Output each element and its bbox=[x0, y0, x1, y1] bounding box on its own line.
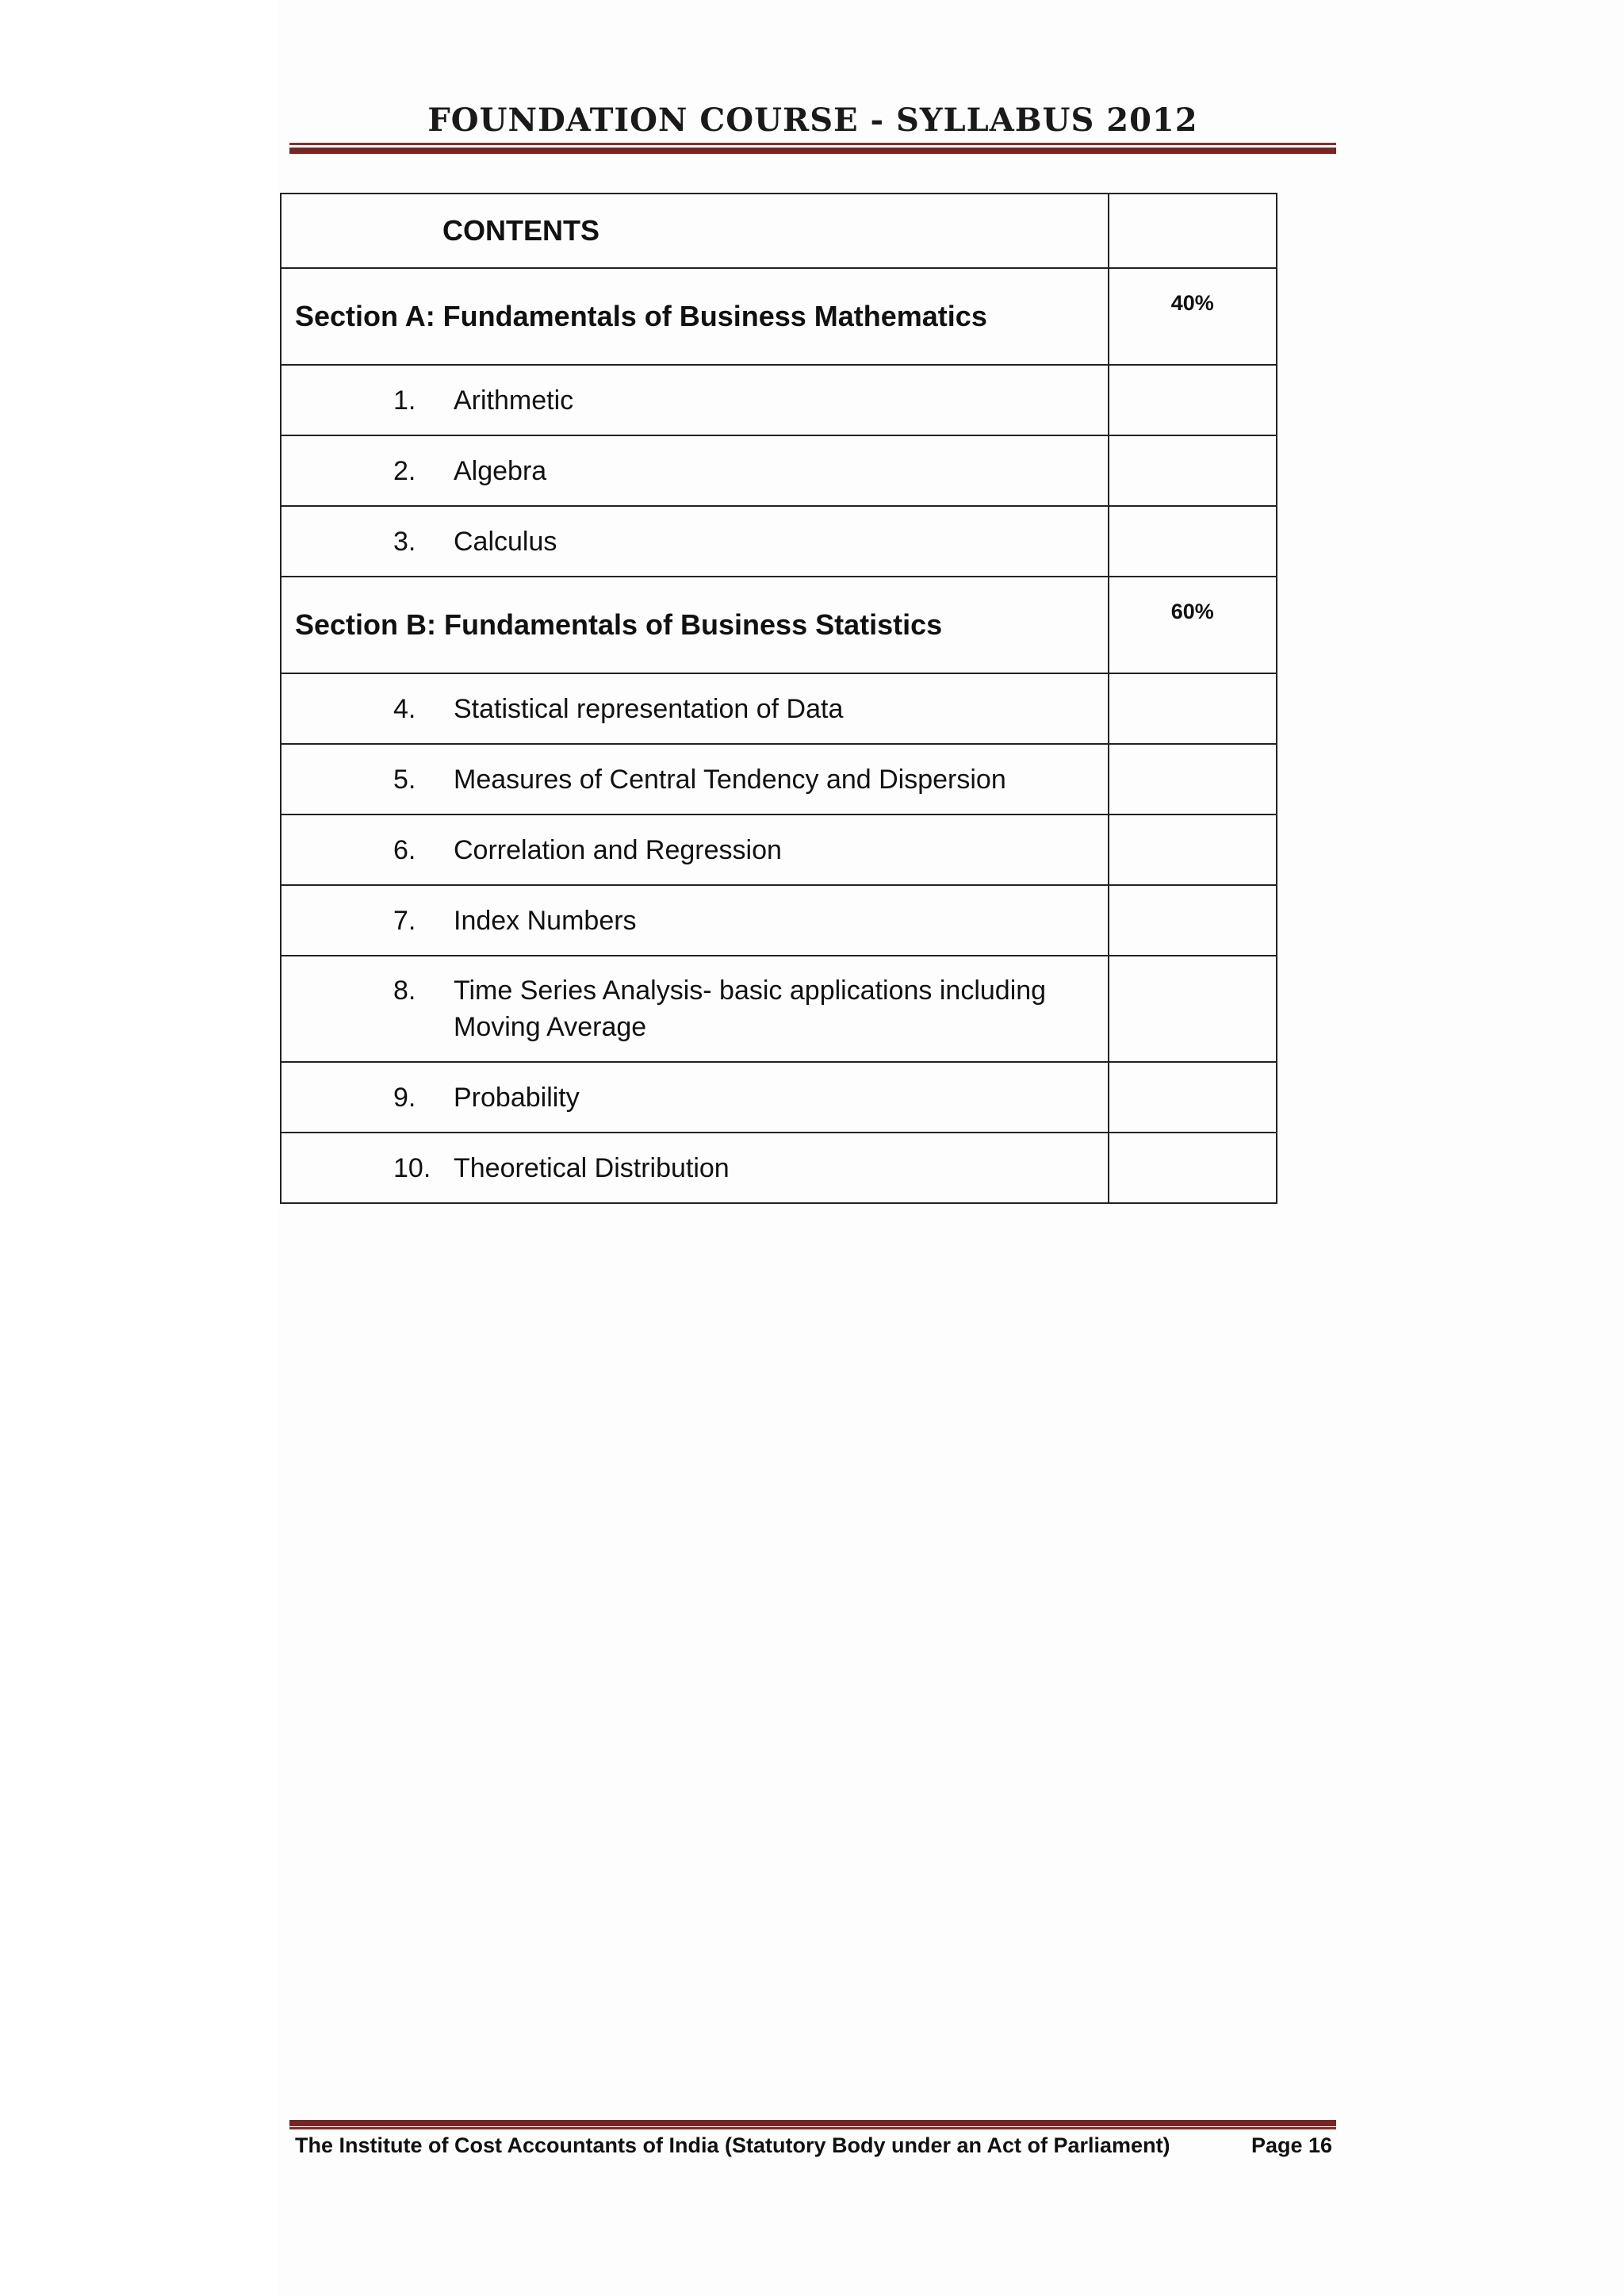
header-rule-thin bbox=[289, 143, 1336, 145]
item-weight-blank bbox=[1109, 744, 1277, 815]
section-row-a bbox=[281, 268, 1277, 365]
item-number: 8. bbox=[393, 976, 416, 1006]
table-row bbox=[281, 365, 1277, 435]
item-text: Correlation and Regression bbox=[454, 834, 782, 865]
table-row bbox=[281, 744, 1277, 815]
item-text: Theoretical Distribution bbox=[454, 1152, 730, 1183]
footer-page-number: Page 16 bbox=[1251, 2133, 1333, 2157]
item-weight-blank bbox=[1109, 1133, 1277, 1203]
item-weight-blank bbox=[1109, 365, 1277, 435]
item-number: 4. bbox=[393, 693, 416, 724]
item-text: Calculus bbox=[454, 526, 557, 557]
item-weight-blank bbox=[1109, 673, 1277, 744]
item-number: 10. bbox=[393, 1152, 431, 1183]
item-text: Index Numbers bbox=[454, 905, 637, 936]
section-row-b bbox=[281, 577, 1277, 673]
table-row bbox=[281, 815, 1277, 885]
footer-institute: The Institute of Cost Accountants of India (Statutory Body under an Act of Parliament) bbox=[295, 2133, 1170, 2157]
item-weight-blank bbox=[1109, 956, 1277, 1062]
table-row bbox=[281, 506, 1277, 577]
contents-heading: CONTENTS bbox=[281, 194, 1109, 268]
item-number: 2. bbox=[393, 455, 416, 486]
table-row bbox=[281, 435, 1277, 506]
item-number: 1. bbox=[393, 385, 416, 416]
item-number: 7. bbox=[393, 905, 416, 936]
item-number: 9. bbox=[393, 1082, 416, 1113]
item-weight-blank bbox=[1109, 435, 1277, 506]
header-rule-thick bbox=[289, 148, 1336, 154]
footer-rule-thick bbox=[289, 2120, 1336, 2126]
contents-table bbox=[280, 193, 1277, 1204]
item-text: Time Series Analysis- basic applications including Moving Average bbox=[454, 976, 1047, 1042]
footer-rule-thin bbox=[289, 2127, 1336, 2129]
section-title: Section A: Fundamentals of Business Mathematics bbox=[281, 268, 1109, 365]
contents-heading-blank bbox=[1109, 194, 1277, 268]
item-weight-blank bbox=[1109, 1062, 1277, 1133]
item-weight-blank bbox=[1109, 506, 1277, 577]
item-number: 3. bbox=[393, 526, 416, 557]
item-weight-blank bbox=[1109, 885, 1277, 956]
item-text: Probability bbox=[454, 1082, 580, 1113]
table-row bbox=[281, 1133, 1277, 1203]
section-weight: 60% bbox=[1109, 577, 1277, 673]
item-weight-blank bbox=[1109, 815, 1277, 885]
table-row bbox=[281, 885, 1277, 956]
table-row bbox=[281, 956, 1277, 1062]
section-weight: 40% bbox=[1109, 268, 1277, 365]
table-row bbox=[281, 1062, 1277, 1133]
item-text: Arithmetic bbox=[454, 385, 574, 416]
page-header-title: FOUNDATION COURSE - SYLLABUS 2012 bbox=[427, 102, 1198, 139]
item-number: 5. bbox=[393, 764, 416, 795]
item-text: Statistical representation of Data bbox=[454, 693, 844, 724]
item-number: 6. bbox=[393, 834, 416, 865]
section-title: Section B: Fundamentals of Business Statistics bbox=[281, 577, 1109, 673]
table-row bbox=[281, 673, 1277, 744]
item-text: Measures of Central Tendency and Dispersion bbox=[454, 764, 1006, 795]
contents-heading-row bbox=[281, 194, 1277, 268]
item-text: Algebra bbox=[454, 455, 547, 486]
